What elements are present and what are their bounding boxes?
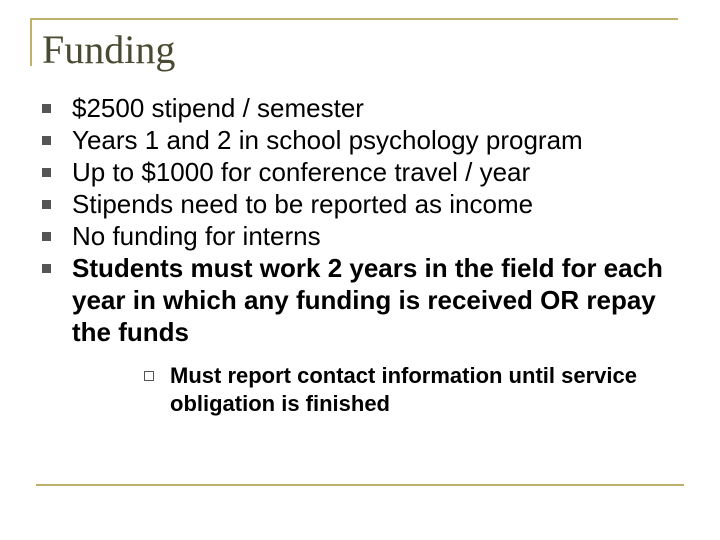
title-top-rule bbox=[30, 18, 678, 20]
title-left-rule bbox=[30, 18, 32, 66]
bullet-text: Years 1 and 2 in school psychology program bbox=[72, 125, 583, 155]
bullet-item bbox=[0, 156, 720, 188]
bullet-text: Up to $1000 for conference travel / year bbox=[72, 157, 531, 187]
bullet-text: Stipends need to be reported as income bbox=[72, 189, 534, 219]
square-bullet-icon bbox=[42, 168, 51, 177]
slide-title: Funding bbox=[42, 27, 176, 72]
square-bullet-icon bbox=[42, 264, 51, 273]
bullet-item bbox=[0, 188, 720, 220]
square-bullet-icon bbox=[42, 200, 51, 209]
sub-bullet-item bbox=[72, 362, 690, 418]
hollow-square-bullet-icon bbox=[144, 371, 154, 381]
square-bullet-icon bbox=[42, 232, 51, 241]
bullet-item-emphasis bbox=[0, 252, 720, 418]
bullet-text: Students must work 2 years in the field for each year in which any funding is received OR repay the funds bbox=[72, 253, 663, 347]
bottom-rule bbox=[36, 484, 684, 486]
bullet-item bbox=[0, 124, 720, 156]
bullet-text: No funding for interns bbox=[72, 221, 321, 251]
sub-bullet-text: Must report contact information until service obligation is finished bbox=[170, 363, 637, 416]
bullet-item bbox=[0, 92, 720, 124]
bullet-list bbox=[0, 92, 720, 418]
square-bullet-icon bbox=[42, 104, 51, 113]
bullet-text: $2500 stipend / semester bbox=[72, 93, 364, 123]
square-bullet-icon bbox=[42, 136, 51, 145]
bullet-item bbox=[0, 220, 720, 252]
